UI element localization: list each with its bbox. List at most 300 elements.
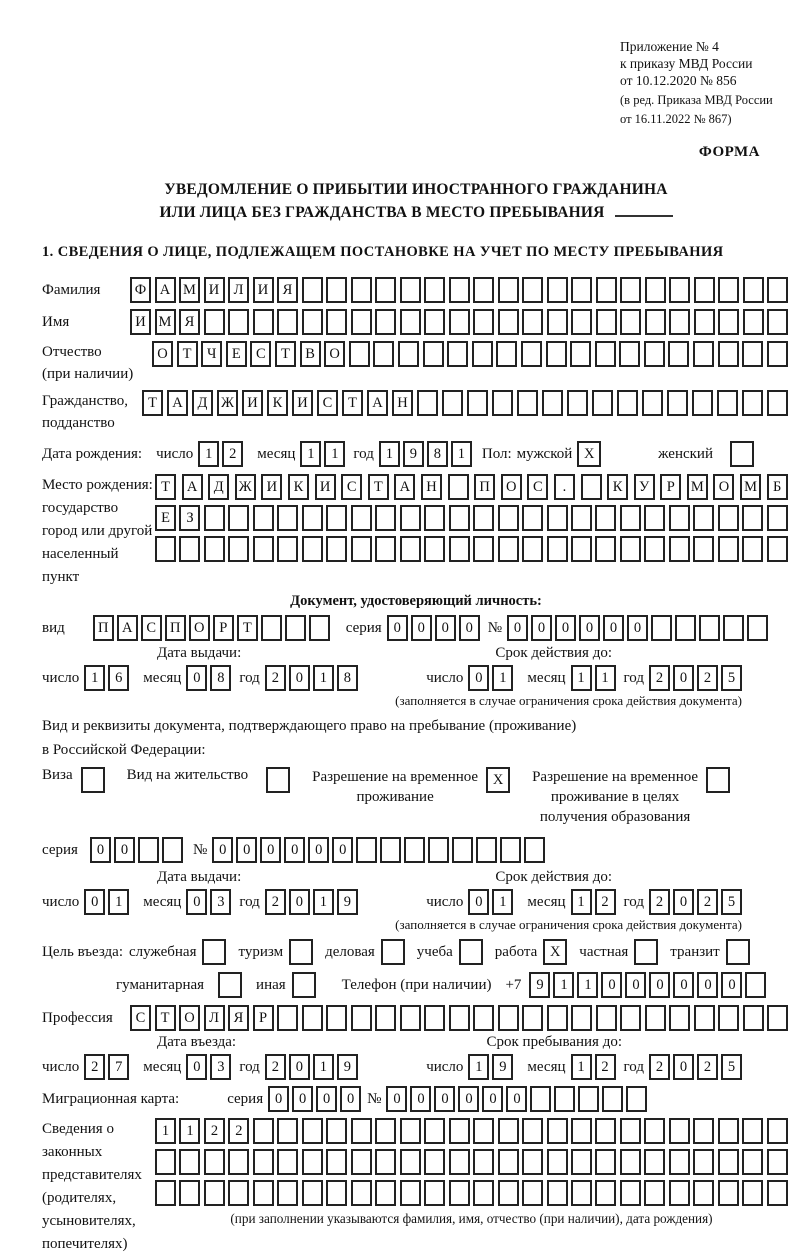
char-cell[interactable]	[668, 341, 689, 367]
char-cell[interactable]	[592, 390, 613, 416]
permit-number-boxes[interactable]	[212, 837, 545, 863]
char-cell[interactable]	[498, 1118, 519, 1144]
char-cell[interactable]: А	[394, 474, 415, 500]
char-cell[interactable]	[530, 1086, 551, 1112]
char-cell[interactable]	[204, 309, 225, 335]
char-cell[interactable]: О	[713, 474, 734, 500]
char-cell[interactable]: 0	[186, 889, 207, 915]
char-cell[interactable]: 9	[529, 972, 550, 998]
char-cell[interactable]	[675, 615, 696, 641]
char-cell[interactable]: 0	[289, 665, 310, 691]
char-cell[interactable]	[645, 277, 666, 303]
char-cell[interactable]	[326, 1118, 347, 1144]
char-cell[interactable]	[547, 1149, 568, 1175]
char-cell[interactable]	[620, 277, 641, 303]
char-cell[interactable]: О	[179, 1005, 200, 1031]
char-cell[interactable]: 0	[387, 615, 408, 641]
char-cell[interactable]	[571, 1005, 592, 1031]
char-cell[interactable]	[424, 1005, 445, 1031]
id-issue-month-boxes[interactable]	[186, 665, 231, 691]
char-cell[interactable]: 7	[108, 1054, 129, 1080]
char-cell[interactable]: X	[486, 767, 510, 793]
char-cell[interactable]: Н	[421, 474, 442, 500]
char-cell[interactable]: 3	[210, 889, 231, 915]
char-cell[interactable]: П	[93, 615, 114, 641]
char-cell[interactable]: В	[300, 341, 321, 367]
char-cell[interactable]: Д	[192, 390, 213, 416]
char-cell[interactable]: Ф	[130, 277, 151, 303]
char-cell[interactable]: Д	[208, 474, 229, 500]
char-cell[interactable]	[253, 505, 274, 531]
char-cell[interactable]: Т	[177, 341, 198, 367]
char-cell[interactable]	[644, 505, 665, 531]
char-cell[interactable]	[473, 1118, 494, 1144]
transit-checkbox[interactable]	[726, 939, 750, 965]
char-cell[interactable]: З	[179, 505, 200, 531]
char-cell[interactable]	[326, 1005, 347, 1031]
char-cell[interactable]: Я	[228, 1005, 249, 1031]
temp-residence-checkbox[interactable]	[486, 767, 510, 793]
char-cell[interactable]	[742, 536, 763, 562]
char-cell[interactable]	[476, 837, 497, 863]
char-cell[interactable]: 2	[265, 889, 286, 915]
char-cell[interactable]: 0	[459, 615, 480, 641]
char-cell[interactable]: 0	[555, 615, 576, 641]
char-cell[interactable]	[522, 1005, 543, 1031]
visa-checkbox[interactable]	[81, 767, 105, 793]
char-cell[interactable]	[228, 505, 249, 531]
char-cell[interactable]: 0	[507, 615, 528, 641]
char-cell[interactable]: 1	[313, 889, 334, 915]
char-cell[interactable]: 2	[697, 889, 718, 915]
char-cell[interactable]	[694, 277, 715, 303]
char-cell[interactable]	[492, 390, 513, 416]
char-cell[interactable]	[617, 390, 638, 416]
representatives-boxes-1[interactable]	[155, 1118, 788, 1144]
char-cell[interactable]	[326, 1180, 347, 1206]
char-cell[interactable]	[767, 390, 788, 416]
char-cell[interactable]	[699, 615, 720, 641]
char-cell[interactable]: 0	[410, 1086, 431, 1112]
char-cell[interactable]	[571, 1118, 592, 1144]
id-valid-day-boxes[interactable]	[468, 665, 513, 691]
char-cell[interactable]	[498, 505, 519, 531]
char-cell[interactable]	[667, 390, 688, 416]
char-cell[interactable]: И	[253, 277, 274, 303]
char-cell[interactable]	[595, 1180, 616, 1206]
char-cell[interactable]	[522, 505, 543, 531]
char-cell[interactable]	[449, 309, 470, 335]
id-valid-month-boxes[interactable]	[571, 665, 616, 691]
char-cell[interactable]: 5	[721, 889, 742, 915]
char-cell[interactable]	[351, 1180, 372, 1206]
char-cell[interactable]	[669, 1149, 690, 1175]
char-cell[interactable]	[669, 505, 690, 531]
char-cell[interactable]: 0	[435, 615, 456, 641]
char-cell[interactable]: 2	[204, 1118, 225, 1144]
char-cell[interactable]: Т	[342, 390, 363, 416]
char-cell[interactable]: 1	[553, 972, 574, 998]
char-cell[interactable]: 1	[468, 1054, 489, 1080]
char-cell[interactable]: 0	[468, 889, 489, 915]
char-cell[interactable]	[179, 1149, 200, 1175]
char-cell[interactable]: 2	[228, 1118, 249, 1144]
char-cell[interactable]: 0	[84, 889, 105, 915]
char-cell[interactable]	[718, 536, 739, 562]
char-cell[interactable]	[645, 309, 666, 335]
char-cell[interactable]	[595, 1149, 616, 1175]
char-cell[interactable]	[644, 1118, 665, 1144]
char-cell[interactable]: И	[292, 390, 313, 416]
char-cell[interactable]: К	[267, 390, 288, 416]
char-cell[interactable]: Т	[155, 1005, 176, 1031]
char-cell[interactable]	[467, 390, 488, 416]
char-cell[interactable]	[302, 505, 323, 531]
char-cell[interactable]: Н	[392, 390, 413, 416]
char-cell[interactable]	[204, 1180, 225, 1206]
char-cell[interactable]	[743, 277, 764, 303]
char-cell[interactable]	[253, 1180, 274, 1206]
char-cell[interactable]: Т	[368, 474, 389, 500]
char-cell[interactable]: 0	[673, 972, 694, 998]
char-cell[interactable]	[253, 536, 274, 562]
char-cell[interactable]: 8	[427, 441, 448, 467]
char-cell[interactable]: К	[288, 474, 309, 500]
char-cell[interactable]	[400, 309, 421, 335]
char-cell[interactable]: 2	[265, 665, 286, 691]
char-cell[interactable]: 0	[260, 837, 281, 863]
stay-year-boxes[interactable]	[649, 1054, 742, 1080]
id-series-boxes[interactable]	[387, 615, 480, 641]
char-cell[interactable]	[669, 309, 690, 335]
char-cell[interactable]	[718, 277, 739, 303]
char-cell[interactable]: 1	[84, 665, 105, 691]
char-cell[interactable]	[692, 390, 713, 416]
char-cell[interactable]	[651, 615, 672, 641]
char-cell[interactable]	[289, 939, 313, 965]
char-cell[interactable]	[155, 1180, 176, 1206]
char-cell[interactable]	[742, 390, 763, 416]
char-cell[interactable]	[602, 1086, 623, 1112]
char-cell[interactable]	[644, 1149, 665, 1175]
char-cell[interactable]: 1	[595, 665, 616, 691]
char-cell[interactable]	[449, 1005, 470, 1031]
male-checkbox[interactable]	[577, 441, 601, 467]
char-cell[interactable]	[449, 277, 470, 303]
char-cell[interactable]	[500, 837, 521, 863]
doc-type-boxes[interactable]	[93, 615, 330, 641]
char-cell[interactable]	[595, 536, 616, 562]
char-cell[interactable]: 9	[403, 441, 424, 467]
char-cell[interactable]	[718, 1180, 739, 1206]
char-cell[interactable]: 0	[579, 615, 600, 641]
char-cell[interactable]: 0	[186, 665, 207, 691]
char-cell[interactable]	[634, 939, 658, 965]
char-cell[interactable]: 2	[649, 665, 670, 691]
char-cell[interactable]: 0	[386, 1086, 407, 1112]
char-cell[interactable]: 0	[308, 837, 329, 863]
char-cell[interactable]: У	[634, 474, 655, 500]
char-cell[interactable]	[595, 505, 616, 531]
char-cell[interactable]	[581, 474, 602, 500]
char-cell[interactable]: 0	[601, 972, 622, 998]
char-cell[interactable]	[473, 505, 494, 531]
char-cell[interactable]: 0	[186, 1054, 207, 1080]
char-cell[interactable]: 1	[492, 665, 513, 691]
char-cell[interactable]	[547, 536, 568, 562]
char-cell[interactable]	[375, 1180, 396, 1206]
char-cell[interactable]: 1	[379, 441, 400, 467]
char-cell[interactable]: 2	[595, 889, 616, 915]
patronymic-boxes[interactable]	[152, 341, 788, 367]
char-cell[interactable]	[326, 505, 347, 531]
char-cell[interactable]: С	[317, 390, 338, 416]
char-cell[interactable]	[693, 505, 714, 531]
char-cell[interactable]: П	[474, 474, 495, 500]
char-cell[interactable]	[522, 277, 543, 303]
char-cell[interactable]	[547, 309, 568, 335]
char-cell[interactable]	[498, 536, 519, 562]
char-cell[interactable]: А	[167, 390, 188, 416]
char-cell[interactable]	[723, 615, 744, 641]
char-cell[interactable]: С	[141, 615, 162, 641]
id-valid-year-boxes[interactable]	[649, 665, 742, 691]
birth-month-boxes[interactable]	[300, 441, 345, 467]
char-cell[interactable]	[767, 309, 788, 335]
char-cell[interactable]: А	[182, 474, 203, 500]
char-cell[interactable]	[669, 536, 690, 562]
char-cell[interactable]	[81, 767, 105, 793]
char-cell[interactable]: И	[315, 474, 336, 500]
char-cell[interactable]	[473, 309, 494, 335]
char-cell[interactable]: И	[242, 390, 263, 416]
char-cell[interactable]	[694, 309, 715, 335]
char-cell[interactable]	[554, 1086, 575, 1112]
char-cell[interactable]	[204, 536, 225, 562]
id-issue-day-boxes[interactable]	[84, 665, 129, 691]
char-cell[interactable]	[620, 1149, 641, 1175]
char-cell[interactable]	[547, 277, 568, 303]
char-cell[interactable]: 1	[324, 441, 345, 467]
char-cell[interactable]	[285, 615, 306, 641]
char-cell[interactable]	[179, 536, 200, 562]
char-cell[interactable]	[517, 390, 538, 416]
char-cell[interactable]: 0	[434, 1086, 455, 1112]
char-cell[interactable]: 9	[492, 1054, 513, 1080]
char-cell[interactable]	[326, 309, 347, 335]
char-cell[interactable]	[448, 474, 469, 500]
char-cell[interactable]	[400, 1118, 421, 1144]
char-cell[interactable]	[645, 1005, 666, 1031]
char-cell[interactable]	[326, 536, 347, 562]
char-cell[interactable]: 1	[155, 1118, 176, 1144]
char-cell[interactable]	[302, 1005, 323, 1031]
char-cell[interactable]	[742, 1149, 763, 1175]
char-cell[interactable]	[547, 1005, 568, 1031]
char-cell[interactable]: 8	[210, 665, 231, 691]
char-cell[interactable]	[400, 277, 421, 303]
char-cell[interactable]: Т	[275, 341, 296, 367]
char-cell[interactable]: С	[250, 341, 271, 367]
char-cell[interactable]	[400, 1005, 421, 1031]
char-cell[interactable]	[745, 972, 766, 998]
char-cell[interactable]: 2	[265, 1054, 286, 1080]
humanitarian-checkbox[interactable]	[218, 972, 242, 998]
char-cell[interactable]: Т	[142, 390, 163, 416]
char-cell[interactable]	[302, 1118, 323, 1144]
char-cell[interactable]	[351, 277, 372, 303]
char-cell[interactable]	[449, 1149, 470, 1175]
char-cell[interactable]	[204, 505, 225, 531]
char-cell[interactable]	[693, 341, 714, 367]
char-cell[interactable]: 5	[721, 665, 742, 691]
char-cell[interactable]	[261, 615, 282, 641]
char-cell[interactable]: 1	[451, 441, 472, 467]
char-cell[interactable]: О	[152, 341, 173, 367]
char-cell[interactable]	[292, 972, 316, 998]
char-cell[interactable]	[547, 1118, 568, 1144]
char-cell[interactable]	[266, 767, 290, 793]
other-checkbox[interactable]	[292, 972, 316, 998]
char-cell[interactable]	[473, 1005, 494, 1031]
char-cell[interactable]: 1	[300, 441, 321, 467]
char-cell[interactable]	[473, 1180, 494, 1206]
char-cell[interactable]	[452, 837, 473, 863]
char-cell[interactable]: 0	[458, 1086, 479, 1112]
char-cell[interactable]	[155, 536, 176, 562]
char-cell[interactable]	[424, 1149, 445, 1175]
char-cell[interactable]	[498, 1005, 519, 1031]
char-cell[interactable]	[309, 615, 330, 641]
char-cell[interactable]	[619, 341, 640, 367]
entry-month-boxes[interactable]	[186, 1054, 231, 1080]
char-cell[interactable]: 2	[595, 1054, 616, 1080]
char-cell[interactable]: 0	[236, 837, 257, 863]
char-cell[interactable]: 0	[673, 665, 694, 691]
name-boxes[interactable]	[130, 309, 788, 335]
char-cell[interactable]	[524, 837, 545, 863]
char-cell[interactable]: 0	[721, 972, 742, 998]
char-cell[interactable]: 0	[603, 615, 624, 641]
char-cell[interactable]	[351, 505, 372, 531]
char-cell[interactable]	[351, 1149, 372, 1175]
char-cell[interactable]	[351, 309, 372, 335]
char-cell[interactable]: С	[130, 1005, 151, 1031]
char-cell[interactable]: П	[165, 615, 186, 641]
char-cell[interactable]	[375, 1149, 396, 1175]
char-cell[interactable]: 0	[90, 837, 111, 863]
char-cell[interactable]	[228, 1180, 249, 1206]
char-cell[interactable]	[571, 277, 592, 303]
id-number-boxes[interactable]	[507, 615, 768, 641]
char-cell[interactable]	[571, 309, 592, 335]
char-cell[interactable]	[375, 505, 396, 531]
char-cell[interactable]	[277, 309, 298, 335]
char-cell[interactable]	[522, 1180, 543, 1206]
char-cell[interactable]: 1	[577, 972, 598, 998]
char-cell[interactable]	[400, 1149, 421, 1175]
char-cell[interactable]: 2	[697, 665, 718, 691]
char-cell[interactable]: О	[324, 341, 345, 367]
char-cell[interactable]	[571, 1149, 592, 1175]
char-cell[interactable]	[571, 536, 592, 562]
char-cell[interactable]	[277, 536, 298, 562]
char-cell[interactable]	[473, 1149, 494, 1175]
char-cell[interactable]	[669, 277, 690, 303]
char-cell[interactable]	[742, 505, 763, 531]
char-cell[interactable]: 0	[468, 665, 489, 691]
char-cell[interactable]	[424, 277, 445, 303]
char-cell[interactable]	[423, 341, 444, 367]
permit-issue-month-boxes[interactable]	[186, 889, 231, 915]
char-cell[interactable]	[626, 1086, 647, 1112]
char-cell[interactable]	[400, 1180, 421, 1206]
char-cell[interactable]: Е	[155, 505, 176, 531]
char-cell[interactable]	[718, 505, 739, 531]
char-cell[interactable]: 2	[649, 1054, 670, 1080]
char-cell[interactable]	[522, 1149, 543, 1175]
char-cell[interactable]	[644, 536, 665, 562]
char-cell[interactable]: 1	[313, 1054, 334, 1080]
char-cell[interactable]	[717, 390, 738, 416]
char-cell[interactable]	[404, 837, 425, 863]
char-cell[interactable]	[642, 390, 663, 416]
char-cell[interactable]	[375, 277, 396, 303]
tourism-checkbox[interactable]	[289, 939, 313, 965]
char-cell[interactable]: М	[740, 474, 761, 500]
char-cell[interactable]	[743, 1005, 764, 1031]
char-cell[interactable]: .	[554, 474, 575, 500]
char-cell[interactable]: 1	[571, 889, 592, 915]
char-cell[interactable]	[349, 341, 370, 367]
char-cell[interactable]: 0	[332, 837, 353, 863]
char-cell[interactable]	[138, 837, 159, 863]
char-cell[interactable]: 0	[627, 615, 648, 641]
char-cell[interactable]	[547, 1180, 568, 1206]
char-cell[interactable]: 8	[337, 665, 358, 691]
char-cell[interactable]	[424, 505, 445, 531]
char-cell[interactable]	[767, 1180, 788, 1206]
char-cell[interactable]	[620, 1180, 641, 1206]
char-cell[interactable]: 1	[313, 665, 334, 691]
char-cell[interactable]	[473, 536, 494, 562]
char-cell[interactable]: X	[543, 939, 567, 965]
char-cell[interactable]	[767, 505, 788, 531]
char-cell[interactable]: 9	[337, 889, 358, 915]
char-cell[interactable]	[228, 536, 249, 562]
char-cell[interactable]: Е	[226, 341, 247, 367]
official-checkbox[interactable]	[202, 939, 226, 965]
char-cell[interactable]: М	[155, 309, 176, 335]
char-cell[interactable]: С	[527, 474, 548, 500]
char-cell[interactable]: 1	[492, 889, 513, 915]
id-issue-year-boxes[interactable]	[265, 665, 358, 691]
char-cell[interactable]: 0	[340, 1086, 361, 1112]
char-cell[interactable]: 0	[649, 972, 670, 998]
char-cell[interactable]	[277, 505, 298, 531]
birth-year-boxes[interactable]	[379, 441, 472, 467]
char-cell[interactable]	[253, 1118, 274, 1144]
char-cell[interactable]: Ч	[201, 341, 222, 367]
char-cell[interactable]	[326, 1149, 347, 1175]
char-cell[interactable]: Р	[213, 615, 234, 641]
char-cell[interactable]	[424, 309, 445, 335]
char-cell[interactable]	[302, 536, 323, 562]
birth-place-boxes-3[interactable]	[155, 536, 788, 562]
char-cell[interactable]	[277, 1005, 298, 1031]
char-cell[interactable]	[743, 309, 764, 335]
char-cell[interactable]	[302, 309, 323, 335]
